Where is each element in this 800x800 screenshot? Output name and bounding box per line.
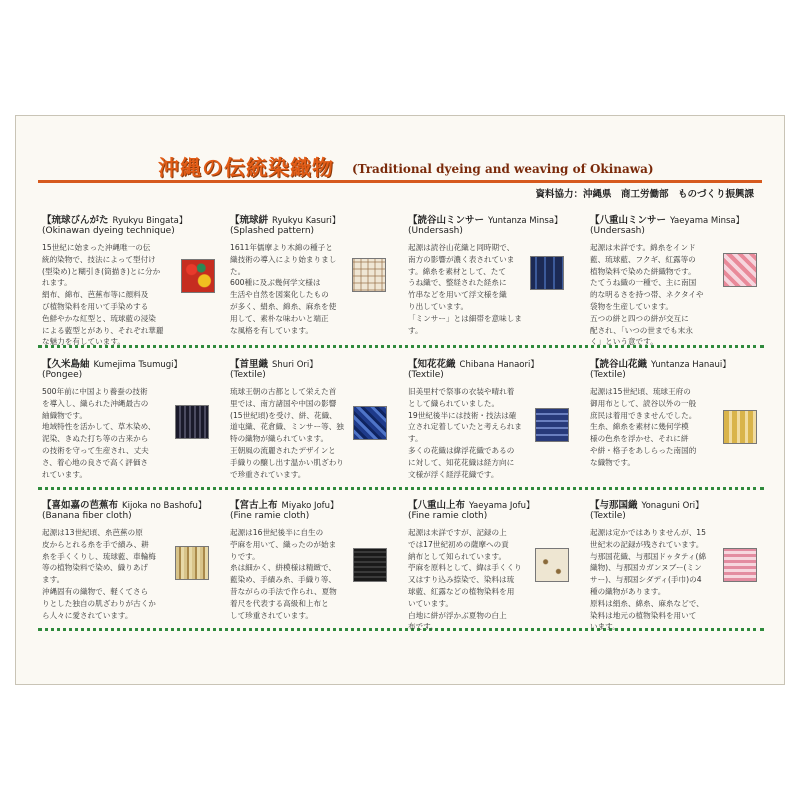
card-title: 【八重山ミンサー Yaeyama Minsa】 (590, 215, 745, 226)
card-body: 起源は定かではありませんが、15 世紀末の記録が残されています。 与那国花織、与那国ドゥタティ(綿 織物)、与那国カガンヌブー(ミン サー)、与那国シダディ(手巾)の4 種の織物があります。 原料は絹糸、綿糸、麻糸などで、 染料は地元の植物染料を用いて います。 (590, 528, 707, 632)
page-title: 沖縄の伝統染織物 (158, 155, 334, 180)
yaeyama-minsa-swatch (723, 253, 757, 287)
card-body: 15世紀に始まった沖縄唯一の伝 統的染物で、技法によって型付け (型染め)と糊引き(筒描き)とに分か れます。 絹布、綿布、芭蕉布等に顔料及 び植物染料を用いて手染めする 色鮮やかな紅型と、琉球藍の浸染 による藍型とがあり、それぞれ華麗 な魅力を有しています。 (42, 243, 164, 347)
tsumugi-swatch (175, 405, 209, 439)
card-subtitle: (Undersash) (408, 226, 463, 236)
row-divider (38, 487, 764, 490)
title-rule (38, 180, 762, 183)
hanaui-swatch (723, 410, 757, 444)
card-body: 起源は13世紀頃、糸芭蕉の原 皮からとれる糸を手で績み、耕 糸を手くくりし、琉球藍、車輪梅 等の植物染料で染め、織りあげ ます。 沖縄固有の織物で、軽くてさら りとした独自の肌ざわりが古くか ら人々に愛されています。 (42, 528, 156, 620)
card-body: 起源は未詳です。綿糸をインド 藍、琉球藍、フクギ、紅露等の 植物染料で染めた絣織物です。 たてうね織の一種で、主に南国 的な明るさを持つ帯、ネクタイや 袋物を生産しています。 五つの絣と四つの絣が交互に 配され、「いつの世までも末永 く」という意です。 (590, 243, 704, 347)
card-title: 【琉球絣 Ryukyu Kasuri】 (230, 215, 341, 226)
card-title: 【知花花織 Chibana Hanaori】 (408, 359, 539, 370)
card-title: 【宮古上布 Miyako Jofu】 (230, 500, 339, 511)
credit-line: 資料協力：沖縄県 商工労働部 ものづくり振興課 (535, 189, 754, 200)
card-subtitle: (Textile) (590, 511, 626, 521)
card-body: 1611年儒摩より木綿の種子と 織技術の導入により始まりまし た。 600種に及ぶ幾何学文様は 生活や自然を図案化したもの が多く、絹糸、綿糸、麻糸を使 用して、素朴な味わいと端正 な風格を有しています。 (230, 243, 337, 335)
card-subtitle: (Banana fiber cloth) (42, 511, 132, 521)
yonaguni-swatch (723, 548, 757, 582)
card-subtitle: (Splashed pattern) (230, 226, 315, 236)
card-subtitle: (Pongee) (42, 370, 83, 380)
yaeyama-jofu-swatch (535, 548, 569, 582)
card-body: 起源は読谷山花織と同時期で、 南方の影響が濃く表されていま す。綿糸を素材として、たて うね織で、整経された経糸に 竹串などを用いて浮文様を織 り出しています。 「ミンサー」とは細帯を意味しま す。 (408, 243, 522, 335)
card-body: 琉球王朝の古都として栄えた首 里では、南方諸国や中国の影響 (15世紀頃)を受け、絣、花織、 道屯織、花倉織、ミンサー等、独 特の織物が織られています。 王朝風の流麗されたデザインと 手織りの醸し出す温かい肌ざわり で珍重されています。 (230, 387, 344, 479)
card-body: 旧美里村で祭事の衣装や晴れ着 として織られていました。 19世紀後半には技術・技法は確 立され定着していたと考えられま す。 多くの花織は緯浮花織であるの に対して、知花花織は経方向に 文様が浮く経浮花織です。 (408, 387, 522, 479)
card-body: 起源は15世紀頃、琉球王府の 御用布として、読谷以外の一般 庶民は着用できませんでした。 生糸、綿糸を素材に幾何学模 様の色糸を浮かせ、それに絣 や絣・格子をあしらった南国的 な織物です。 (590, 387, 697, 467)
card-subtitle: (Textile) (230, 370, 266, 380)
card-subtitle: (Fine ramie cloth) (230, 511, 310, 521)
page-title-english: (Traditional dyeing and weaving of Okinawa) (352, 162, 654, 176)
card-subtitle: (Textile) (408, 370, 444, 380)
bingata-swatch (181, 259, 215, 293)
minsa-swatch (530, 256, 564, 290)
card-title: 【久米島紬 Kumejima Tsumugi】 (42, 359, 183, 370)
card-subtitle: (Fine ramie cloth) (408, 511, 488, 521)
bashofu-swatch (175, 546, 209, 580)
card-body: 500年前に中国より養蚕の技術 を導入し、織られた沖縄最古の 紬織物です。 地域特性を活かして、草木染め、 泥染、きぬた打ち等の古来から の技術を守って生産され、丈夫 さ、着心地の良さで高く評価さ れています。 (42, 387, 156, 479)
miyako-swatch (353, 548, 387, 582)
card-title: 【与那国織 Yonaguni Ori】 (590, 500, 704, 511)
card-subtitle: (Undersash) (590, 226, 645, 236)
card-title: 【首里織 Shuri Ori】 (230, 359, 318, 370)
card-subtitle: (Okinawan dyeing technique) (42, 226, 175, 236)
shuri-swatch (353, 406, 387, 440)
card-title: 【琉球びんがた Ryukyu Bingata】 (42, 215, 188, 226)
chibana-swatch (535, 408, 569, 442)
card-title: 【喜如嘉の芭蕉布 Kijoka no Bashofu】 (42, 500, 207, 511)
card-title: 【八重山上布 Yaeyama Jofu】 (408, 500, 535, 511)
card-body: 起源は未詳ですが、記録の上 では17世紀初めの薩摩への貢 納布として知られています。 苧麻を原料として、緯は手くくり 又はすり込み捺染で、染料は琉 球藍、紅露などの植物染料を用 いています。 白地に絣が浮かぶ夏物の白上 布です。 (408, 528, 522, 632)
card-body: 起源は16世紀後半に自生の 苧麻を用いて、織ったのが始ま りです。 糸は細かく、絣模様は精緻で、 藍染め、手績み糸、手織り等、 昔ながらの手法で作られ、夏物 着尺を代表する高級和上布と して珍重されています。 (230, 528, 337, 620)
card-subtitle: (Textile) (590, 370, 626, 380)
card-title: 【読谷山花織 Yuntanza Hanaui】 (590, 359, 731, 370)
kasuri-swatch (352, 258, 386, 292)
card-title: 【読谷山ミンサー Yuntanza Minsa】 (408, 215, 563, 226)
